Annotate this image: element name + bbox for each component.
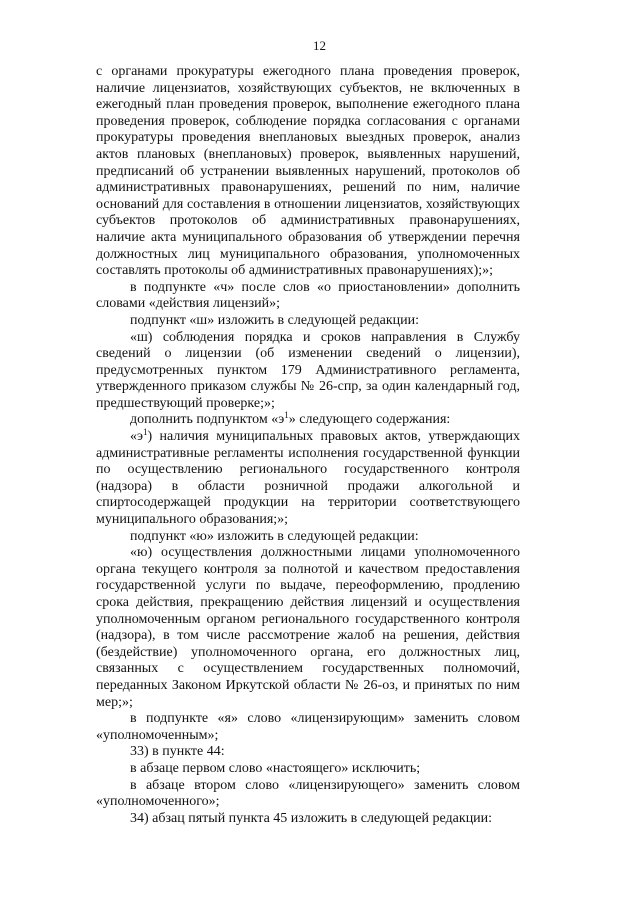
page-number: 12: [313, 38, 326, 53]
paragraph-subitem-yu-text: «ю) осуществления должностными лицами уполномоченного органа текущего контроля за полнотой и качеством предоставления государственной услуги по выдаче, переоформлению, продлению срока действия, прекращению действия лицензий и осуществления уполномоченным органом регионального государственного контроля (надзора), в том числе рассмотрение жалоб на решения, действия (бездействие) уполномоченного органа, его должностных лиц, связанных с осуществлением государственных полномочий, переданных Законом Иркутской области № 26-оз, и принятых по ним мер;»;: [96, 545, 520, 710]
paragraph-subitem-sh-intro: подпункт «ш» изложить в следующей редакции:: [130, 312, 419, 328]
text-after: ) наличия муниципальных правовых актов, утверждающих административные регламенты исполнения государственной функции по осуществлению регионального государственного контроля (надзора) в области розничной продажи алкогольной и спиртосодержащей продукции на территории соответствующего муниципального образования;»;: [96, 429, 520, 528]
paragraph-item-34: 34) абзац пятый пункта 45 изложить в следующей редакции:: [130, 810, 493, 826]
paragraph-continuation: с органами прокуратуры ежегодного плана проведения проверок, наличие лицензиатов, хозяйствующих субъектов, не включенных в ежегодный план проведения проверок, выполнение ежегодного плана проведения проверок, соблюдение порядка согласования с органами прокуратуры проведения внеплановых выездных проверок, анализ актов плановых (внеплановых) проверок, выявленных нарушений, предписаний об устранении выявленных нарушений, протоколов об административных правонарушениях, решений по ним, наличие оснований для составления в отношении лицензиатов, хозяйствующих субъектов протоколов об административных правонарушениях, наличие акта муниципального образования об утверждении перечня должностных лиц муниципального образования, уполномоченных составлять протоколы об административных правонарушениях);»;: [96, 64, 520, 279]
document-body: [96, 64, 520, 827]
text-before: дополнить подпунктом «э: [130, 412, 285, 428]
paragraph-subitem-ch: в подпункте «ч» после слов «о приостановлении» дополнить словами «действия лицензий»;: [96, 279, 520, 312]
superscript: 1: [143, 427, 148, 438]
paragraph-subitem-ya: в подпункте «я» слово «лицензирующим» заменить словом «уполномоченным»;: [96, 711, 520, 743]
paragraph-subitem-e1-intro: [96, 412, 520, 429]
text-before: «э: [130, 429, 144, 445]
paragraph-subitem-yu-intro: подпункт «ю» изложить в следующей редакции:: [130, 528, 419, 544]
paragraph-item-33: 33) в пункте 44:: [130, 744, 225, 760]
paragraph-subitem-sh-text: «ш) соблюдения порядка и сроков направления в Службу сведений о лицензии (об изменении сведений о лицензии), предусмотренных пунктом 179 Административного регламента, утвержденного приказом службы № 26-спр, за один календарный год, предшествующий проверке;»;: [96, 329, 520, 411]
paragraph-item-33-a1: в абзаце первом слово «настоящего» исключить;: [130, 760, 421, 776]
superscript: 1: [284, 410, 289, 421]
text-after: » следующего содержания:: [288, 412, 451, 428]
paragraph-item-33-a2: в абзаце втором слово «лицензирующего» заменить словом «уполномоченного»;: [96, 777, 520, 810]
paragraph-subitem-e1-text: [96, 429, 520, 529]
